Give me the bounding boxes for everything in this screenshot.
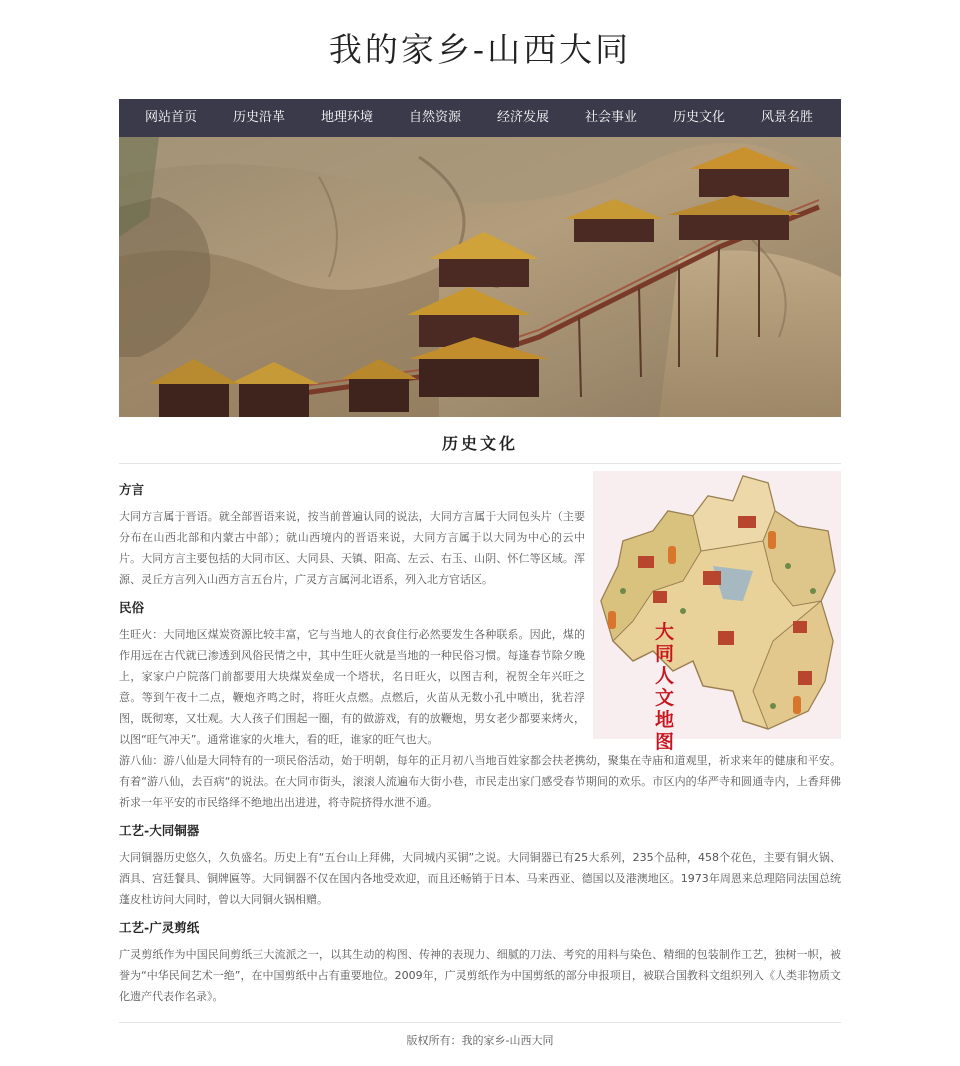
papercut-text: 广灵剪纸作为中国民间剪纸三大流派之一，以其生动的构图、传神的表现力、细腻的刀法、考究的用料与染色、精细的包装制作工艺，独树一帜，被誉为“中华民间艺术一绝”，在中国剪纸中占有重要地位。2009年，广灵剪纸作为中国剪纸的部分申报项目，被联合国教科文组织列入《人类非物质文化遗产代表作名录》。 [119,948,841,1003]
dialect-text: 大同方言属于晋语。就全部晋语来说，按当前普遍认同的说法，大同方言属于大同包头片（主要分布在山西北部和内蒙古中部）；就山西境内的晋语来说，大同方言属于以大同为中心的云中片。大同方言主要包括的大同市区、大同县、天镇、阳高、左云、右玉、山阴、怀仁等区域。浑源、灵丘方言列入山西方言五台片，广灵方言属河北语系，列入北方官话区。 [119,510,585,586]
dialect-heading: 方言 [119,482,145,497]
papercut-heading: 工艺-广灵剪纸 [119,920,200,935]
folk-text-fire: 生旺火：大同地区煤炭资源比较丰富，它与当地人的衣食住行必然要发生各种联系。因此，煤的作用远在古代就已渗透到风俗民情之中，其中生旺火就是当地的一种民俗习惯。每逢春节除夕晚上，家家户户院落门前都要用大块煤炭垒成一个塔状，名日旺火，以图吉利，祝贺全年兴旺之意。等到午夜十二点，鞭炮齐鸣之时，将旺火点燃。点燃后，火苗从无数小孔中喷出，犹若浮图，既彻寒，又壮观。大人孩子们围起一圈，有的做游戏，有的放鞭炮，男女老少都要来烤火，以图“旺气冲天”。通常谁家的火堆大，看的旺，谁家的旺气也大。 [119,628,585,746]
title-divider [119,463,841,464]
nav-item-home[interactable]: 网站首页 [144,110,197,125]
bronze-heading: 工艺-大同铜器 [119,823,200,838]
site-title: 我的家乡-山西大同 [328,30,632,69]
folk-section [119,596,841,813]
bronze-text: 大同铜器历史悠久，久负盛名。历史上有“五台山上拜佛，大同城内买铜”之说。大同铜器已有25大系列，235个品种，458个花色，主要有铜火锅、酒具、宫廷餐具、铜牌匾等。大同铜器不仅在国内各地受欢迎，而且还畅销于日本、马来西亚、德国以及港澳地区。1973年周恩来总理陪同法国总统蓬皮杜访问大同时，曾以大同铜火锅相赠。 [119,851,841,906]
map-caption: 大同人文地图 [655,621,675,753]
nav-item-scenery[interactable]: 风景名胜 [760,110,813,125]
nav-item-geography[interactable]: 地理环境 [320,110,373,125]
section-title: 历史文化 [441,434,518,453]
dialect-section [119,478,585,590]
bronze-section [119,819,841,910]
nav-item-culture[interactable]: 历史文化 [672,110,725,125]
nav-item-society[interactable]: 社会事业 [584,110,637,125]
content-area [119,478,841,1011]
banner-image [119,137,841,417]
footer-divider [119,1022,841,1023]
folk-text-baxian: 游八仙：游八仙是大同特有的一项民俗活动，始于明朝，每年的正月初八当地百姓家都会扶老携幼，聚集在寺庙和道观里，祈求来年的健康和平安。有着“游八仙，去百病“的说法。在大同市街头，滚滚人流遍布大街小巷，市民走出家门感受春节期间的欢乐。市区内的华严寺和圆通寺内，上香拜佛祈求一年平安的市民络绎不绝地出出进进，将寺院挤得水泄不通。 [119,754,841,809]
nav-item-history[interactable]: 历史沿革 [232,110,285,125]
nav-item-economy[interactable]: 经济发展 [496,110,549,125]
folk-heading: 民俗 [119,600,145,615]
papercut-section [119,916,841,1007]
nav-item-resources[interactable]: 自然资源 [408,110,461,125]
main-nav [119,99,841,137]
footer-copyright: 版权所有：我的家乡-山西大同 [406,1034,554,1047]
